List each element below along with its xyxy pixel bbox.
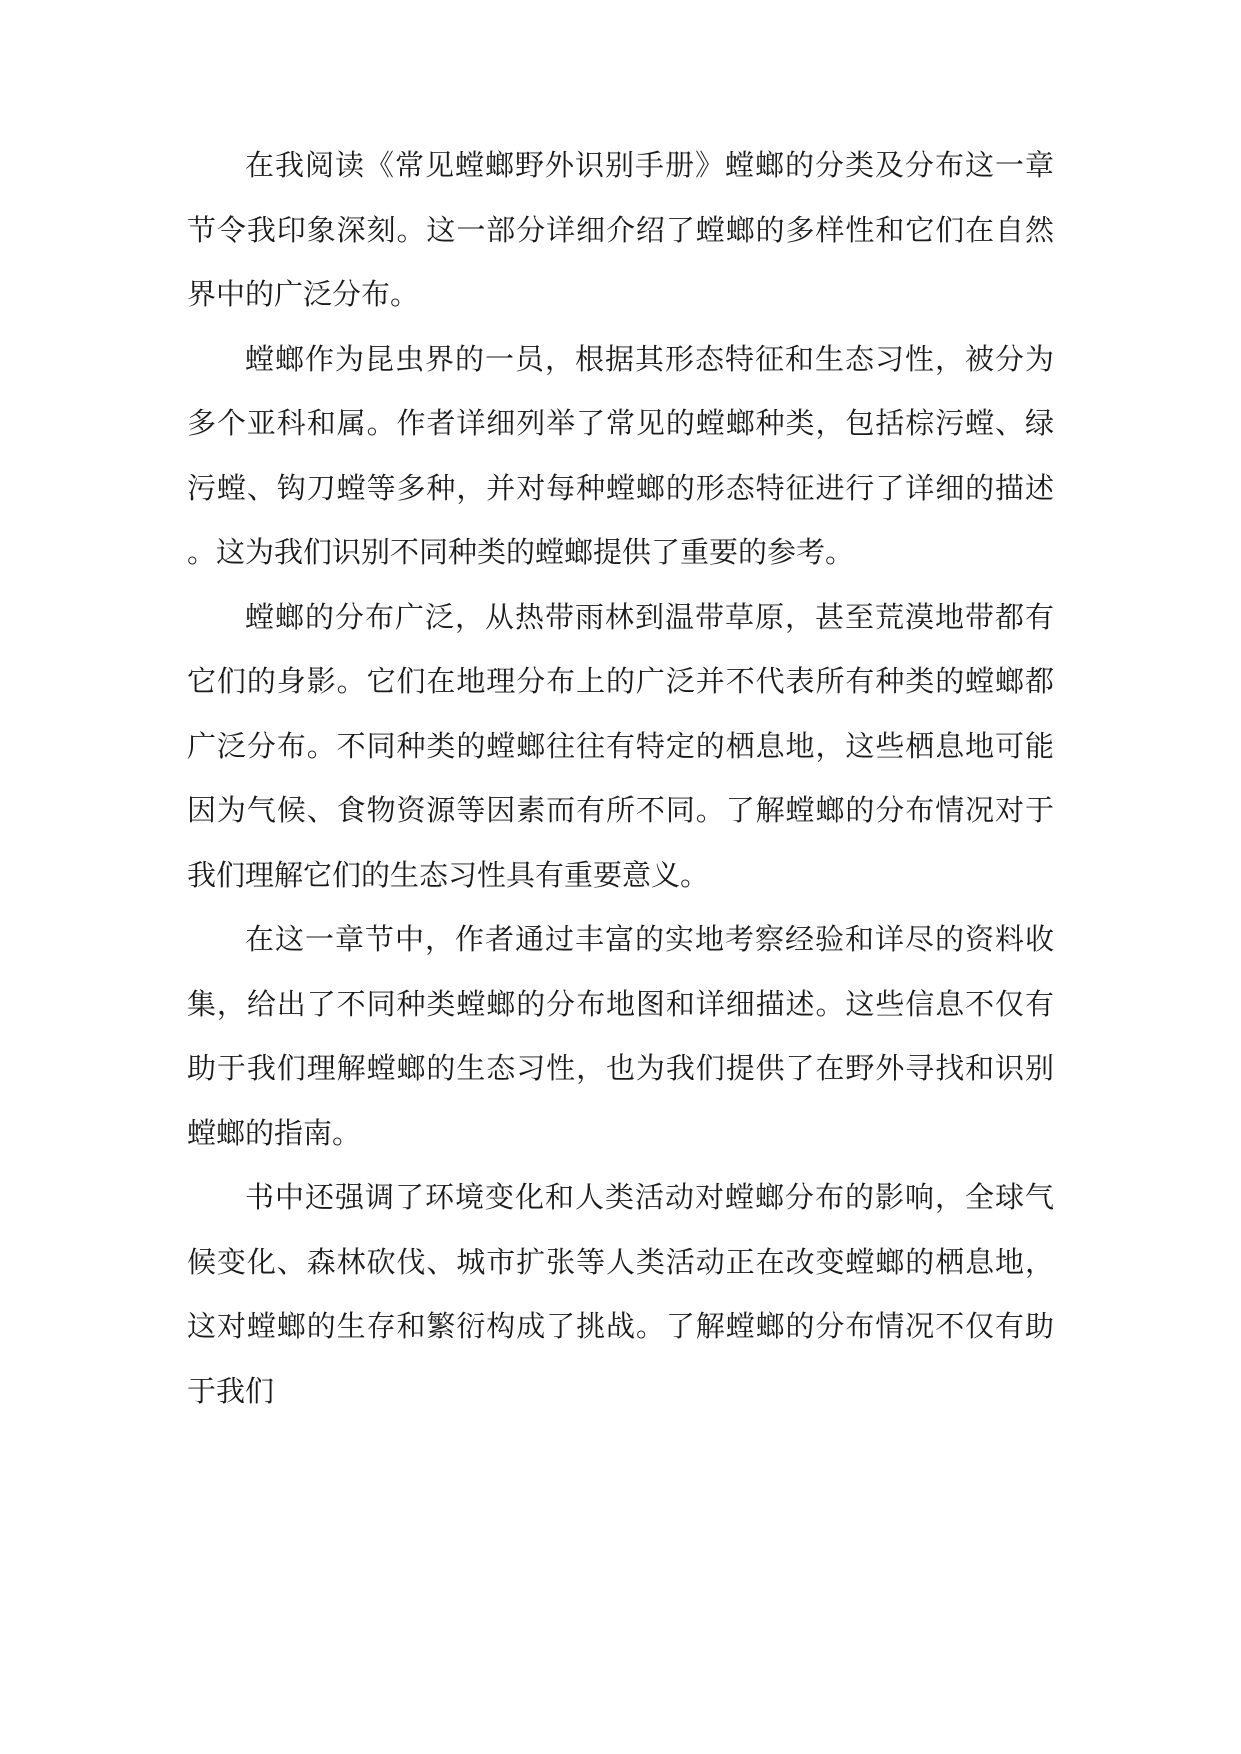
paragraph-chapter-summary: 在这一章节中，作者通过丰富的实地考察经验和详尽的资料收集，给出了不同种类螳螂的分布地图和详细描述。这些信息不仅有助于我们理解螳螂的生态习性，也为我们提供了在野外寻找和识别螳螂的指南。 — [187, 922, 1054, 1150]
paragraph-intro: 在我阅读《常见螳螂野外识别手册》螳螂的分类及分布这一章节令我印象深刻。这一部分详细介绍了螳螂的多样性和它们在自然界中的广泛分布。 — [187, 148, 1054, 311]
paragraph-classification: 螳螂作为昆虫界的一员，根据其形态特征和生态习性，被分为多个亚科和属。作者详细列举了常见的螳螂种类，包括棕污螳、绿污螳、钩刀螳等多种，并对每种螳螂的形态特征进行了详细的描述。这为我们识别不同种类的螳螂提供了重要的参考。 — [187, 341, 1054, 569]
document-body — [187, 133, 1054, 1423]
paragraph-distribution: 螳螂的分布广泛，从热带雨林到温带草原，甚至荒漠地带都有它们的身影。它们在地理分布上的广泛并不代表所有种类的螳螂都广泛分布。不同种类的螳螂往往有特定的栖息地，这些栖息地可能因为气候、食物资源等因素而有所不同。了解螳螂的分布情况对于我们理解它们的生态习性具有重要意义。 — [187, 599, 1054, 892]
paragraph-environment: 书中还强调了环境变化和人类活动对螳螂分布的影响，全球气候变化、森林砍伐、城市扩张等人类活动正在改变螳螂的栖息地，这对螳螂的生存和繁衍构成了挑战。了解螳螂的分布情况不仅有助于我们 — [187, 1180, 1054, 1408]
